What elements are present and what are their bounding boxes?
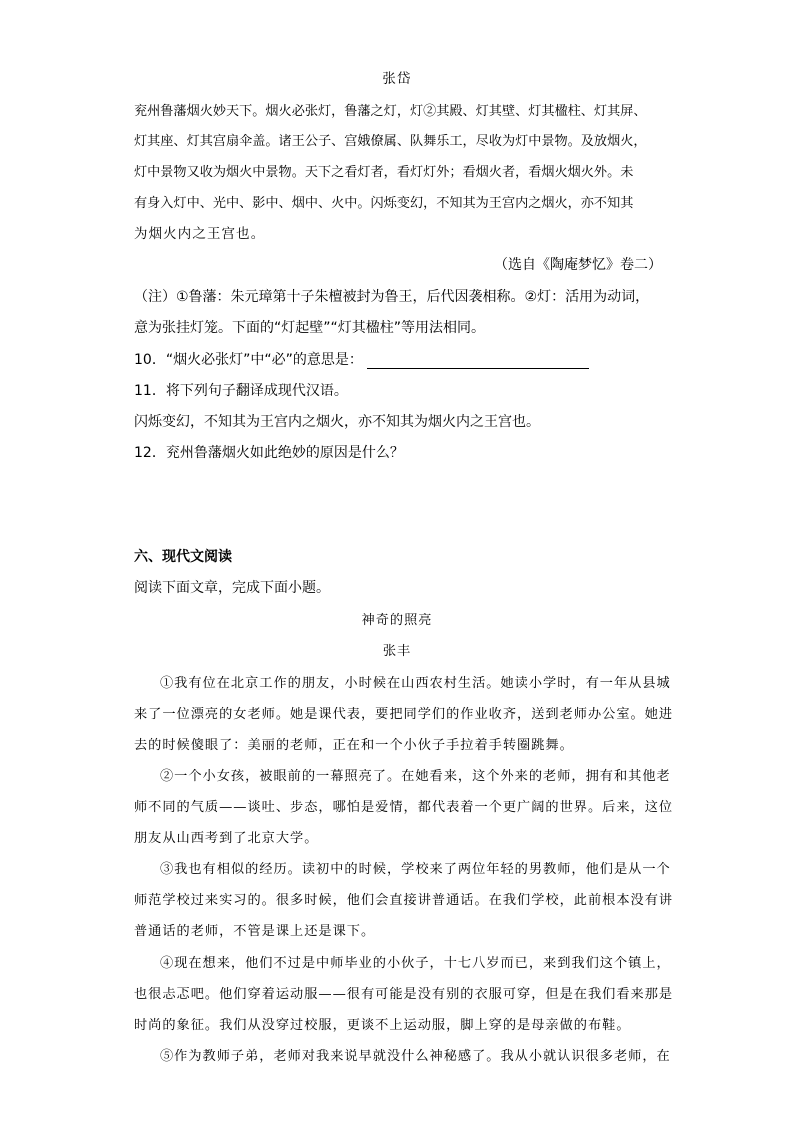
answer-blank[interactable]: [367, 354, 589, 369]
article-line-4: ②一个小女孩，被眼前的一幕照亮了。在她看来，这个外来的老师，拥有和其他老: [160, 769, 671, 784]
classical-line-1: 兖州鲁藩烟火妙天下。烟火必张灯，鲁藩之灯，灯②其殿、灯其壁、灯其楹柱、灯其屏、: [134, 104, 647, 119]
article-author: 张丰: [382, 644, 412, 659]
article-line-3: 去的时候傻眼了：美丽的老师，正在和一个小伙子手拉着手转圈跳舞。: [134, 738, 574, 753]
question-11: 11．将下列句子翻译成现代汉语。: [134, 383, 348, 399]
section-instruction: 阅读下面文章，完成下面小题。: [134, 580, 330, 596]
classical-source: （选自《陶庵梦忆》卷二）: [494, 257, 662, 273]
classical-note-1: （注）①鲁藩：朱元璋第十子朱檀被封为鲁王，后代因袭相称。②灯：活用为动词，: [134, 289, 650, 305]
question-11-sentence: 闪烁变幻，不知其为王宫内之烟火，亦不知其为烟火内之王宫也。: [134, 414, 540, 430]
question-10: [134, 349, 589, 369]
article-line-8: 师范学校过来实习的。很多时候，他们会直接讲普通话。在我们学校，此前根本没有讲: [134, 893, 674, 908]
article-title: 神奇的照亮: [361, 613, 433, 628]
classical-line-3: 灯中景物又收为烟火中景物。天下之看灯者，看灯灯外；看烟火者，看烟火烟火外。未: [134, 165, 634, 180]
article-line-11: 也很忐忑吧。他们穿着运动服——很有可能是没有别的衣服可穿，但是在我们看来那是: [134, 987, 674, 1002]
article-line-2: 来了一位漂亮的女老师。她是课代表，要把同学们的作业收齐，送到老师办公室。她进: [134, 707, 674, 722]
classical-line-2: 灯其座、灯其宫扇伞盖。诸王公子、宫娥僚属、队舞乐工，尽收为灯中景物。及放烟火，: [134, 134, 647, 149]
article-line-1: ①我有位在北京工作的朋友，小时候在山西农村生活。她读小学时，有一年从县城: [160, 676, 671, 691]
question-12: 12．兖州鲁藩烟火如此绝妙的原因是什么？: [134, 445, 404, 461]
classical-line-5: 为烟火内之王宫也。: [134, 227, 266, 242]
question-10-text: 10．“烟火必张灯”中“必”的意思是：: [134, 352, 363, 368]
classical-note-2: 意为张挂灯笼。下面的“灯起壁”“灯其楹柱”等用法相同。: [134, 320, 486, 336]
classical-author: 张岱: [382, 72, 412, 87]
article-line-5: 师不同的气质——谈吐、步态，哪怕是爱情，都代表着一个更广阔的世界。后来，这位: [134, 800, 674, 815]
article-line-6: 朋友从山西考到了北京大学。: [134, 831, 319, 846]
article-line-10: ④现在想来，他们不过是中师毕业的小伙子，十七八岁而已，来到我们这个镇上，: [160, 956, 671, 971]
article-line-9: 普通话的老师，不管是课上还是课下。: [134, 924, 376, 939]
article-line-12: 时尚的象征。我们从没穿过校服，更谈不上运动服，脚上穿的是母亲做的布鞋。: [134, 1018, 631, 1033]
article-line-13: ⑤作为教师子弟，老师对我来说早就没什么神秘感了。我从小就认识很多老师，在: [160, 1049, 671, 1064]
section-heading: 六、现代文阅读: [134, 549, 232, 565]
classical-line-4: 有身入灯中、光中、影中、烟中、火中。闪烁变幻，不知其为王宫内之烟火，亦不知其: [134, 196, 634, 211]
article-line-7: ③我也有相似的经历。读初中的时候，学校来了两位年轻的男教师，他们是从一个: [160, 862, 671, 877]
